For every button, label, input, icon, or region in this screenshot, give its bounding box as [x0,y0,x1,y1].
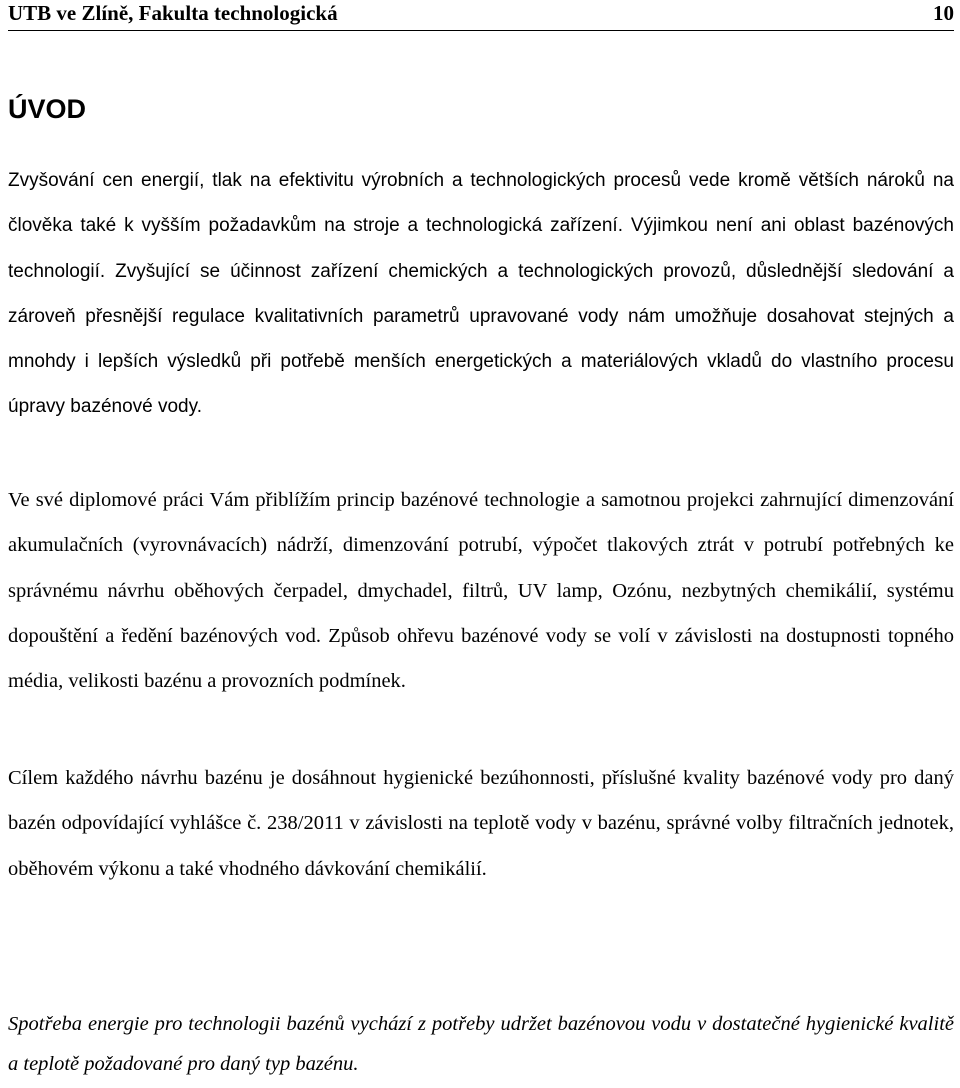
italic-note: Spotřeba energie pro technologii bazénů vychází z potřeby udržet bazénovou vodu v dostatečné hygienické kvalitě a teplotě požadované pro daný typ bazénu. [8,1013,954,1075]
paragraph-2: Ve své diplomové práci Vám přiblížím princip bazénové technologie a samotnou projekci zahrnující dimenzování akumulačních (vyrovnávacích) nádrží, dimenzování potrubí, výpočet tlakových ztrát v potrubí potřebných ke správnému návrhu oběhových čerpadel, dmychadel, filtrů, UV lamp, Ozónu, nezbytných chemikálií, systému dopouštění a ředění bazénových vod. Způsob ohřevu bazénové vody se volí v závislosti na dostupnosti topného média, velikosti bazénu a provozních podmínek. [8,489,954,693]
paragraph-3: Cílem každého návrhu bazénu je dosáhnout hygienické bezúhonnosti, příslušné kvality bazénové vody pro daný bazén odpovídající vyhlášce č. 238/2011 v závislosti na teplotě vody v bazénu, správné volby filtračních jednotek, oběhovém výkonu a také vhodného dávkování chemikálií. [8,767,954,880]
page-number: 10 [933,1,954,25]
paragraph-1: Zvyšování cen energií, tlak na efektivitu výrobních a technologických procesů vede kromě větších nároků na člověka také k vyšším požadavkům na stroje a technologická zařízení. Výjimkou není ani oblast bazénových technologií. Zvyšující se účinnost zařízení chemických a technologických provozů, důslednější sledování a zároveň přesnější regulace kvalitativních parametrů upravované vody nám umožňuje dosahovat stejných a mnohdy i lepších výsledků při potřebě menších energetických a materiálových vkladů do vlastního procesu úpravy bazénové vody. [8,170,954,418]
header-title: UTB ve Zlíně, Fakulta technologická [8,1,338,25]
page-header [8,0,954,31]
section-title: ÚVOD [8,94,87,124]
